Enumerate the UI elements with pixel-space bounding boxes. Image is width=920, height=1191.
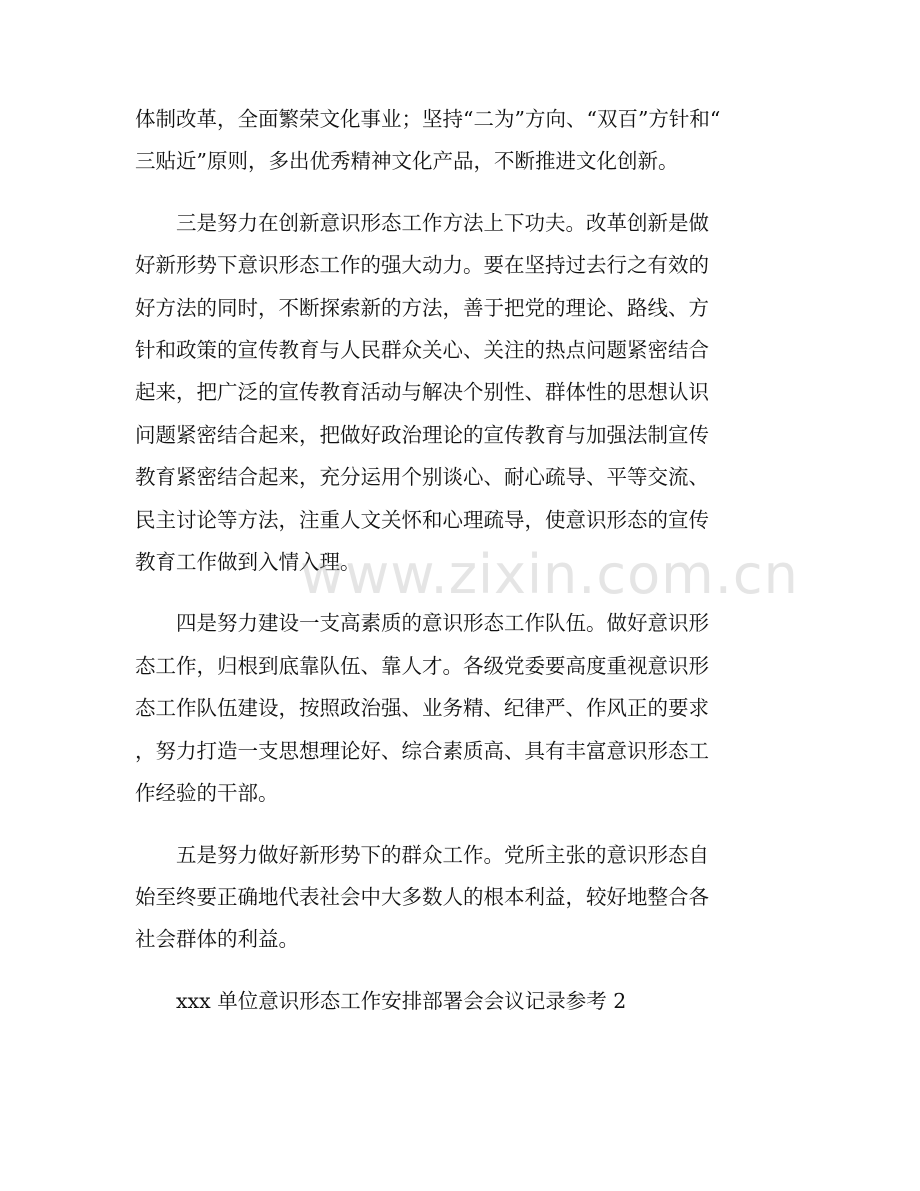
text-line: 教育紧密结合起来，充分运用个别谈心、耐心疏导、平等交流、 xyxy=(135,465,709,490)
paragraph-point-five xyxy=(135,834,785,961)
text-line: 社会群体的利益。 xyxy=(135,927,299,952)
text-line: 教育工作做到入情入理。 xyxy=(135,550,361,575)
text-line: 好方法的同时，不断探索新的方法，善于把党的理论、路线、方 xyxy=(135,295,709,320)
text-line: 问题紧密结合起来，把做好政治理论的宣传教育与加强法制宣传 xyxy=(135,422,709,447)
paragraph-gap xyxy=(135,961,785,980)
document-body xyxy=(135,98,785,1022)
text-line: 作经验的干部。 xyxy=(135,781,279,806)
heading-text: xxx 单位意识形态工作安排部署会会议记录参考 2 xyxy=(176,988,627,1013)
paragraph-gap xyxy=(135,815,785,834)
paragraph-intro xyxy=(135,98,785,183)
text-line: 四是努力建设一支高素质的意识形态工作队伍。做好意识形 xyxy=(176,611,709,636)
paragraph-gap xyxy=(135,183,785,202)
text-line: 民主讨论等方法，注重人文关怀和心理疏导，使意识形态的宣传 xyxy=(135,507,709,532)
text-line: 三是努力在创新意识形态工作方法上下功夫。改革创新是做 xyxy=(176,210,709,235)
text-line: 体制改革，全面繁荣文化事业；坚持“二为”方向、“双百”方针和“ xyxy=(135,107,721,131)
text-line: 态工作，归根到底靠队伍、靠人才。各级党委要高度重视意识形 xyxy=(135,653,709,678)
paragraph-point-four xyxy=(135,602,785,814)
text-line: 好新形势下意识形态工作的强大动力。要在坚持过去行之有效的 xyxy=(135,253,709,278)
watermark-text: www.zixin.com.cn xyxy=(300,543,799,606)
text-line: 三贴近”原则，多出优秀精神文化产品，不断推进文化创新。 xyxy=(135,149,679,174)
section-heading xyxy=(135,980,785,1022)
paragraph-gap xyxy=(135,583,785,602)
text-line: 始至终要正确地代表社会中大多数人的根本利益，较好地整合各 xyxy=(135,884,709,909)
text-line: 起来，把广泛的宣传教育活动与解决个别性、群体性的思想认识 xyxy=(135,380,709,405)
text-line: ，努力打造一支思想理论好、综合素质高、具有丰富意识形态工 xyxy=(135,738,709,763)
text-line: 五是努力做好新形势下的群众工作。党所主张的意识形态自 xyxy=(176,842,709,867)
paragraph-point-three xyxy=(135,202,785,584)
text-line: 针和政策的宣传教育与人民群众关心、关注的热点问题紧密结合 xyxy=(135,338,709,363)
text-line: 态工作队伍建设，按照政治强、业务精、纪律严、作风正的要求 xyxy=(135,696,709,721)
